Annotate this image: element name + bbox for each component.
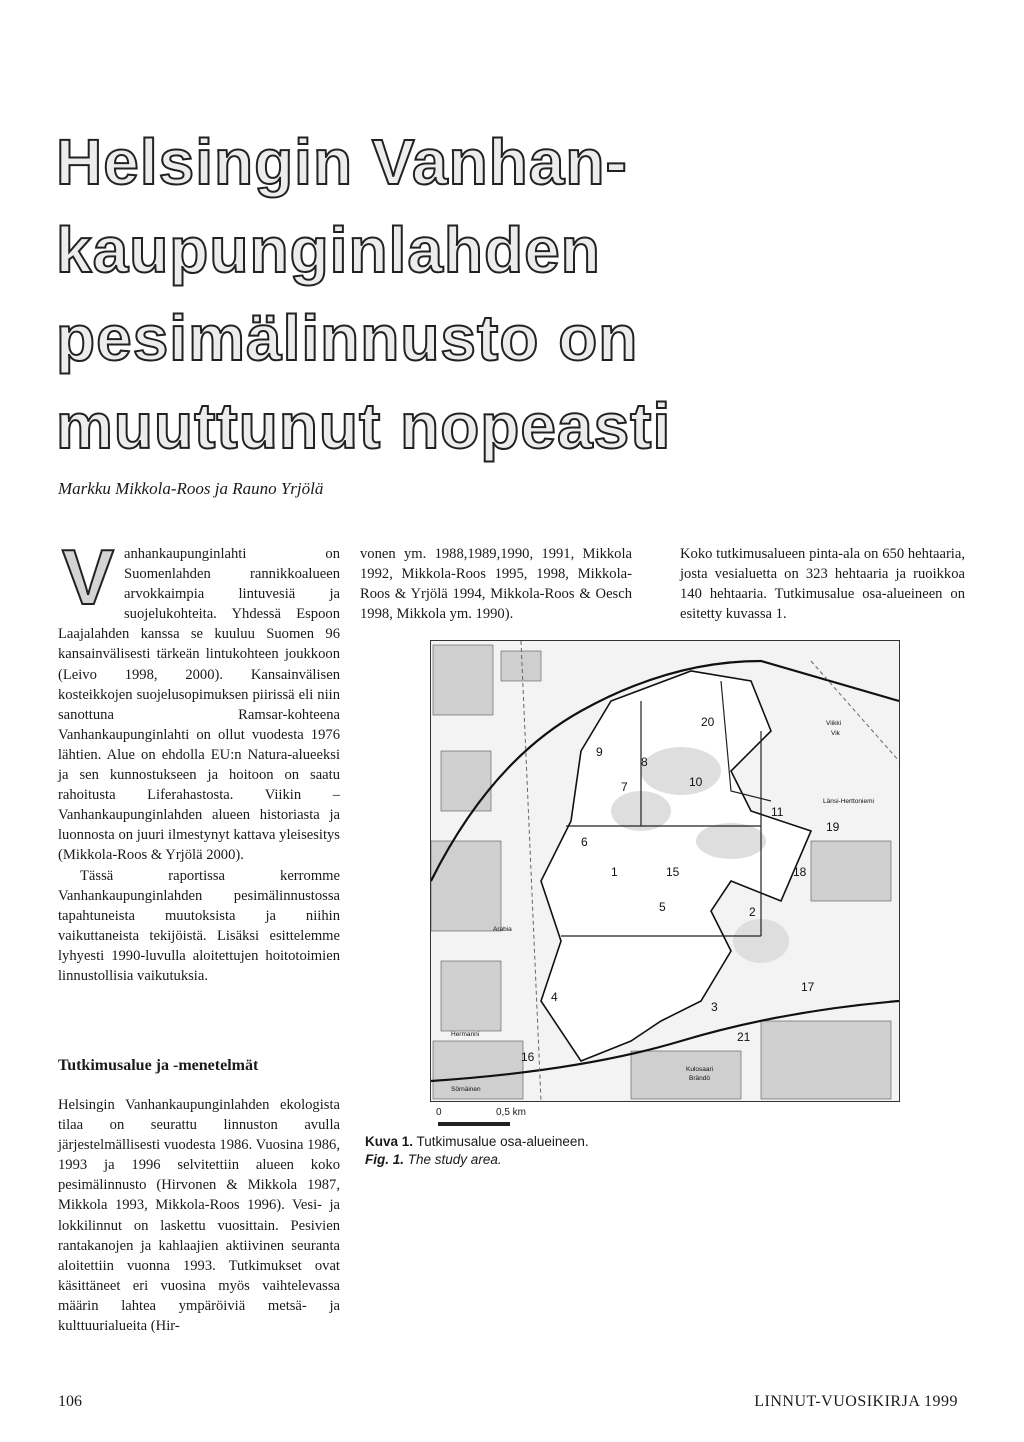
- area-label-17: 17: [801, 980, 815, 994]
- place-arabia: Arabia: [493, 926, 512, 933]
- column-2-paragraph: vonen ym. 1988,1989,1990, 1991, Mikkola 1992, Mikkola-Roos 1995, 1998, Mikkola-Roos & Yrjölä 1994, Mikkola-Roos & Oesch 1998, Mikkola ym. 1990).: [360, 546, 632, 623]
- article-title: [56, 118, 756, 470]
- area-label-16: 16: [521, 1050, 535, 1064]
- column-2-text: [360, 544, 632, 624]
- area-label-7: 7: [621, 780, 628, 794]
- area-label-11: 11: [771, 805, 784, 819]
- place-sornainen: Sörnäinen: [451, 1086, 481, 1093]
- section-column: [58, 1095, 340, 1336]
- area-label-4: 4: [551, 990, 558, 1004]
- area-label-6: 6: [581, 835, 588, 849]
- area-label-3: 3: [711, 1000, 718, 1014]
- column-3-text: [680, 544, 965, 624]
- area-label-1: 1: [611, 865, 618, 879]
- intro-paragraph-1: [58, 533, 340, 866]
- title-line-1: Helsingin Vanhan-: [56, 126, 628, 198]
- place-hermanni: Hermanni: [451, 1031, 480, 1038]
- place-vik: Vik: [831, 730, 840, 737]
- caption-finnish-text: Tutkimusalue osa-alueineen.: [416, 1134, 589, 1149]
- area-label-21: 21: [737, 1030, 751, 1044]
- scale-bar: [438, 1122, 510, 1126]
- journal-name: LINNUT-VUOSIKIRJA 1999: [754, 1393, 958, 1410]
- place-kulosaari: Kulosaari: [686, 1066, 714, 1073]
- place-brando: Brändö: [689, 1075, 710, 1082]
- title-line-2: kaupunginlahden: [56, 214, 601, 286]
- section-heading: Tutkimusalue ja -menetelmät: [58, 1057, 259, 1074]
- authors: Markku Mikkola-Roos ja Rauno Yrjölä: [58, 479, 324, 498]
- place-viikki: Viikki: [826, 720, 842, 727]
- intro-paragraph-2: Tässä raportissa kerromme Vanhankaupunginlahden pesimälinnustossa tapahtuneista muutoksista ja niihin vaikuttaneista tekijöistä. Lisäksi esittelemme lyhyesti 1990-luvulla aloitettujen hoitotoimien linnustollisia vaikutuksia.: [58, 867, 340, 984]
- area-label-5: 5: [659, 900, 666, 914]
- area-label-9: 9: [596, 745, 603, 759]
- title-line-4: muuttunut nopeasti: [56, 390, 672, 462]
- caption-english: [365, 1152, 502, 1167]
- scale-end-label: 0,5 km: [496, 1107, 527, 1118]
- area-label-2: 2: [749, 905, 756, 919]
- scale-start-label: 0: [436, 1107, 442, 1118]
- area-label-15: 15: [666, 865, 680, 879]
- map-svg: [431, 641, 899, 1101]
- map-scale: [438, 1107, 558, 1131]
- intro-column: [58, 533, 340, 986]
- caption-finnish: [365, 1134, 589, 1149]
- area-label-19: 19: [826, 820, 840, 834]
- caption-finnish-label: Kuva 1.: [365, 1134, 414, 1149]
- caption-english-text: The study area.: [407, 1152, 502, 1167]
- area-label-8: 8: [641, 755, 648, 769]
- place-lansi-herttoniemi: Länsi-Herttoniemi: [823, 798, 874, 805]
- intro-paragraph-1-text: anhankaupunginlahti on Suomenlahden rannikkoalueen arvokkaimpia lintuvesiä ja suojelukohteita. Yhdessä Espoon Laajalahden kanssa se kuuluu Suomen 96 kansainvälisesti tärkeän lintukohteen joukkoon (Leivo 1998, 2000). Kansainvälisen kosteikkojen suojelusopimuksen piirissä eli niin sanottuna Ramsar-kohteena Vanhankaupunginlahti on ollut vuodesta 1976 lähtien. Alue on ehdolla EU:n Natura-alueeksi ja sen kunnostukseen ja hoitoon on saatu rahoitusta Liferahastosta. Viikin – Vanhankaupunginlahden alueen historiasta ja luonnosta on juuri ilmestynyt kattava yleisesitys (Mikkola-Roos & Yrjölä 2000).: [58, 546, 340, 864]
- section-paragraph-1: Helsingin Vanhankaupunginlahden ekologista tilaa on seurattu linnuston avulla järjestelmällisesti vuodesta 1986. Vuosina 1986, 1993 ja 1996 selvitettiin alueen koko pesimälinnusto (Hirvonen & Mikkola 1987, Mikkola 1993, Mikkola-Roos 1996). Vesi- ja lokkilinnut on laskettu vuosittain. Pesivien rantakanojen ja kahlaajien aktiivinen seuranta aloitettiin vuonna 1993. Tutkimukset ovat käsittäneet eri vuosina myös vaihtelevassa määrin lahtea ympäröiviä metsä- ja kulttuurialueita (Hir-: [58, 1097, 340, 1335]
- area-label-18: 18: [793, 865, 807, 879]
- area-label-10: 10: [689, 775, 703, 789]
- area-label-20: 20: [701, 715, 715, 729]
- drop-cap: V: [61, 533, 115, 621]
- title-line-3: pesimälinnusto on: [56, 302, 639, 374]
- study-area-map: [430, 640, 900, 1102]
- caption-english-label: Fig. 1.: [365, 1152, 405, 1167]
- page-number: 106: [58, 1393, 82, 1410]
- column-3-paragraph: Koko tutkimusalueen pinta-ala on 650 hehtaaria, josta vesialuetta on 323 hehtaaria ja ruoikkoa 140 hehtaaria. Tutkimusalue osa-alueineen on esitetty kuvassa 1.: [680, 546, 965, 623]
